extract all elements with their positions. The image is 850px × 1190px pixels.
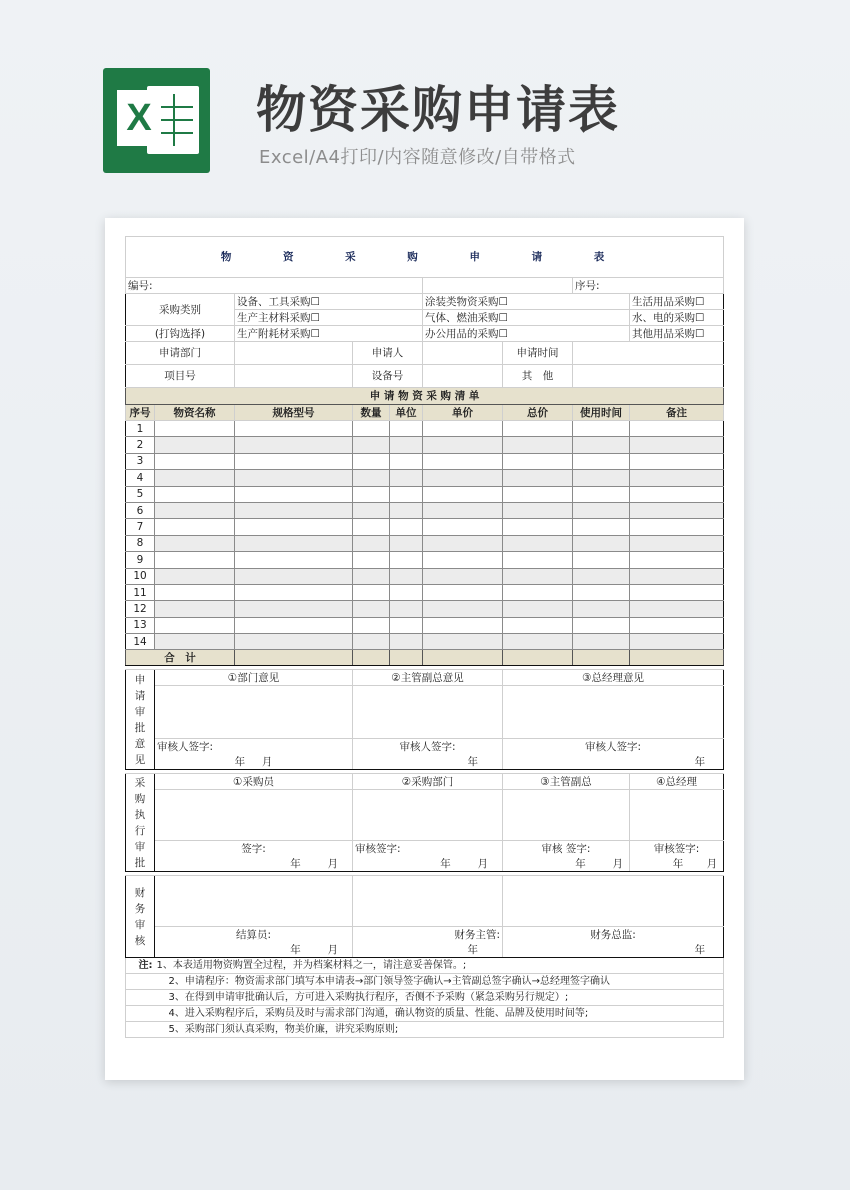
approval-vp-date: 年 (353, 754, 503, 770)
item-cell[interactable] (423, 437, 503, 453)
item-cell[interactable] (353, 584, 390, 600)
col-header: 物资名称 (155, 405, 235, 421)
item-cell[interactable] (235, 470, 353, 486)
table-row (126, 568, 724, 584)
item-cell[interactable] (423, 601, 503, 617)
row-number: 7 (126, 519, 155, 535)
finance-director-box[interactable] (503, 876, 724, 927)
item-cell[interactable] (630, 552, 724, 568)
item-cell[interactable] (630, 421, 724, 437)
approval-gm-header: ③总经理意见 (503, 670, 724, 686)
notes-label: 注: (126, 958, 155, 974)
item-cell[interactable] (503, 453, 573, 469)
dept-label: 申请部门 (126, 342, 235, 365)
item-cell[interactable] (390, 519, 423, 535)
item-cell[interactable] (155, 535, 235, 551)
item-cell[interactable] (353, 634, 390, 650)
item-cell[interactable] (353, 519, 390, 535)
col-header: 规格型号 (235, 405, 353, 421)
list-title: 申 请 物 资 采 购 清 单 (126, 388, 724, 405)
approval-vp-sign: 审核人签字: (353, 739, 503, 755)
equipment-no-label: 设备号 (353, 365, 423, 388)
other-label: 其 他 (503, 365, 573, 388)
execution-section-label: 采购执行审批 (126, 774, 155, 872)
item-cell[interactable] (235, 453, 353, 469)
table-row (126, 486, 724, 502)
item-cell[interactable] (630, 437, 724, 453)
item-cell[interactable] (573, 502, 630, 518)
apply-time-label: 申请时间 (503, 342, 573, 365)
row-number: 11 (126, 584, 155, 600)
approval-dept-box[interactable] (155, 686, 353, 739)
excel-x-label: X (117, 90, 161, 146)
item-cell[interactable] (423, 584, 503, 600)
item-cell[interactable] (503, 584, 573, 600)
item-cell[interactable] (573, 552, 630, 568)
item-cell[interactable] (390, 568, 423, 584)
option-gas-fuel[interactable]: 气体、燃油采购☐ (423, 310, 630, 326)
item-cell[interactable] (423, 552, 503, 568)
item-cell[interactable] (353, 617, 390, 633)
item-cell[interactable] (630, 634, 724, 650)
item-cell[interactable] (353, 486, 390, 502)
item-cell[interactable] (390, 634, 423, 650)
item-cell[interactable] (423, 486, 503, 502)
finance-manager-date: 年 (353, 942, 503, 958)
form-title: 物 资 采 购 申 请 表 (126, 237, 724, 278)
item-cell[interactable] (573, 535, 630, 551)
table-row (126, 502, 724, 518)
item-cell[interactable] (235, 568, 353, 584)
table-row (126, 470, 724, 486)
item-cell[interactable] (573, 486, 630, 502)
item-cell[interactable] (390, 584, 423, 600)
table-row (126, 634, 724, 650)
item-cell[interactable] (573, 437, 630, 453)
note-line: 3、在得到申请审批确认后，方可进入采购执行程序，否侧不予采购（紧急采购另行规定）; (155, 990, 724, 1006)
execution-vp-header: ③主管副总 (503, 774, 630, 790)
row-number: 9 (126, 552, 155, 568)
item-cell[interactable] (235, 502, 353, 518)
item-cell[interactable] (390, 601, 423, 617)
row-number: 8 (126, 535, 155, 551)
project-no-label: 项目号 (126, 365, 235, 388)
page-title: 物资采购申请表 (256, 81, 620, 139)
finance-clerk-date: 年 月 (155, 942, 353, 958)
item-cell[interactable] (155, 552, 235, 568)
item-cell[interactable] (390, 502, 423, 518)
item-cell[interactable] (155, 486, 235, 502)
approval-dept-header: ①部门意见 (155, 670, 353, 686)
item-cell[interactable] (155, 453, 235, 469)
finance-manager-sign: 财务主管: (353, 927, 503, 943)
item-cell[interactable] (630, 502, 724, 518)
item-cell[interactable] (235, 437, 353, 453)
item-cell[interactable] (235, 552, 353, 568)
item-cell[interactable] (353, 601, 390, 617)
dept-field[interactable] (235, 342, 353, 365)
item-cell[interactable] (630, 486, 724, 502)
item-cell[interactable] (630, 584, 724, 600)
item-cell[interactable] (155, 502, 235, 518)
item-cell[interactable] (630, 519, 724, 535)
item-cell[interactable] (235, 486, 353, 502)
item-cell[interactable] (235, 519, 353, 535)
item-cell[interactable] (235, 584, 353, 600)
item-cell[interactable] (155, 568, 235, 584)
table-row (126, 552, 724, 568)
item-cell[interactable] (423, 421, 503, 437)
item-cell[interactable] (155, 470, 235, 486)
item-cell[interactable] (423, 519, 503, 535)
item-cell[interactable] (573, 568, 630, 584)
execution-vp-box[interactable] (503, 790, 630, 841)
execution-gm-box[interactable] (630, 790, 724, 841)
col-header: 单位 (390, 405, 423, 421)
finance-director-sign: 财务总监: (503, 927, 724, 943)
item-cell[interactable] (630, 470, 724, 486)
project-no-field[interactable] (235, 365, 353, 388)
item-cell[interactable] (235, 421, 353, 437)
item-cell[interactable] (155, 584, 235, 600)
item-cell[interactable] (390, 486, 423, 502)
item-cell[interactable] (503, 535, 573, 551)
item-cell[interactable] (353, 535, 390, 551)
item-cell[interactable] (503, 601, 573, 617)
equipment-no-field[interactable] (423, 365, 503, 388)
finance-clerk-sign: 结算员: (155, 927, 353, 943)
execution-buyer-date: 年 月 (155, 856, 353, 872)
applicant-label: 申请人 (353, 342, 423, 365)
execution-gm-sign: 审核签字: (630, 841, 724, 857)
approval-gm-sign: 审核人签字: (503, 739, 724, 755)
table-row (126, 617, 724, 633)
item-cell[interactable] (155, 601, 235, 617)
row-number: 3 (126, 453, 155, 469)
col-header: 使用时间 (573, 405, 630, 421)
approval-dept-date: 年 月 (155, 754, 353, 770)
row-number: 12 (126, 601, 155, 617)
form-paper (105, 218, 744, 1080)
item-cell[interactable] (630, 535, 724, 551)
item-cell[interactable] (630, 617, 724, 633)
execution-buyer-box[interactable] (155, 790, 353, 841)
execution-dept-header: ②采购部门 (353, 774, 503, 790)
serial-label: 序号: (573, 278, 724, 294)
item-rows (126, 421, 724, 650)
item-cell[interactable] (503, 470, 573, 486)
col-header: 序号 (126, 405, 155, 421)
item-cell[interactable] (573, 453, 630, 469)
option-consumables[interactable]: 生产附耗材采购☐ (235, 326, 423, 342)
item-cell[interactable] (390, 453, 423, 469)
item-cell[interactable] (423, 634, 503, 650)
execution-dept-date: 年 月 (353, 856, 503, 872)
col-header: 数量 (353, 405, 390, 421)
item-cell[interactable] (423, 453, 503, 469)
table-row (126, 601, 724, 617)
row-number: 5 (126, 486, 155, 502)
item-cell[interactable] (573, 617, 630, 633)
execution-buyer-sign: 签字: (155, 841, 353, 857)
item-cell[interactable] (630, 453, 724, 469)
item-cell[interactable] (423, 470, 503, 486)
approval-section-label: 申请审批意见 (126, 670, 155, 770)
item-cell[interactable] (573, 519, 630, 535)
item-cell[interactable] (155, 634, 235, 650)
table-row (126, 519, 724, 535)
category-label: 采购类别 (126, 294, 235, 326)
item-cell[interactable] (353, 568, 390, 584)
item-cell[interactable] (235, 617, 353, 633)
item-cell[interactable] (353, 437, 390, 453)
note-line: 4、进入采购程序后，采购员及时与需求部门沟通，确认物资的质量、性能、品牌及使用时间等; (155, 1006, 724, 1022)
execution-vp-sign: 审核 签字: (503, 841, 630, 857)
execution-gm-header: ④总经理 (630, 774, 724, 790)
page-subtitle: Excel/A4打印/内容随意修改/自带格式 (259, 147, 576, 168)
item-cell[interactable] (573, 584, 630, 600)
item-cell[interactable] (503, 519, 573, 535)
execution-dept-box[interactable] (353, 790, 503, 841)
item-cell[interactable] (353, 470, 390, 486)
item-cell[interactable] (353, 453, 390, 469)
approval-dept-sign: 审核人签字: (155, 739, 353, 755)
row-number: 4 (126, 470, 155, 486)
item-cell[interactable] (235, 535, 353, 551)
applicant-field[interactable] (423, 342, 503, 365)
item-cell[interactable] (390, 421, 423, 437)
item-cell[interactable] (573, 470, 630, 486)
row-number: 14 (126, 634, 155, 650)
table-row (126, 437, 724, 453)
item-cell[interactable] (573, 421, 630, 437)
col-header: 总价 (503, 405, 573, 421)
item-cell[interactable] (503, 617, 573, 633)
item-cell[interactable] (155, 421, 235, 437)
item-cell[interactable] (155, 617, 235, 633)
item-cell[interactable] (573, 634, 630, 650)
option-office[interactable]: 办公用品的采购☐ (423, 326, 630, 342)
approval-gm-box[interactable] (503, 686, 724, 739)
item-cell[interactable] (503, 552, 573, 568)
note-line: 5、采购部门须认真采购，物美价廉，讲究采购原则; (155, 1022, 724, 1038)
item-cell[interactable] (390, 470, 423, 486)
item-cell[interactable] (390, 552, 423, 568)
finance-section-label: 财务审核 (126, 876, 155, 958)
row-number: 13 (126, 617, 155, 633)
total-label: 合 计 (126, 650, 235, 666)
note-line: 2、申请程序：物资需求部门填写本申请表→部门领导签字确认→主管副总签字确认→总经理签字确认 (155, 974, 724, 990)
item-cell[interactable] (353, 552, 390, 568)
option-other[interactable]: 其他用品采购☐ (630, 326, 724, 342)
option-living[interactable]: 生活用品采购☐ (630, 294, 724, 310)
item-cell[interactable] (503, 437, 573, 453)
option-equipment[interactable]: 设备、工具采购☐ (235, 294, 423, 310)
item-cell[interactable] (423, 502, 503, 518)
item-cell[interactable] (630, 568, 724, 584)
item-cell[interactable] (353, 502, 390, 518)
item-cell[interactable] (503, 634, 573, 650)
col-header: 单价 (423, 405, 503, 421)
purchase-form (125, 236, 724, 1038)
finance-director-date: 年 (503, 942, 724, 958)
row-number: 10 (126, 568, 155, 584)
item-cell[interactable] (390, 617, 423, 633)
row-number: 1 (126, 421, 155, 437)
col-header: 备注 (630, 405, 724, 421)
item-cell[interactable] (423, 535, 503, 551)
option-coating[interactable]: 涂装类物资采购☐ (423, 294, 630, 310)
item-cell[interactable] (630, 601, 724, 617)
table-row (126, 421, 724, 437)
row-number: 6 (126, 502, 155, 518)
excel-icon (103, 68, 210, 173)
other-field[interactable] (573, 365, 724, 388)
execution-buyer-header: ①采购员 (155, 774, 353, 790)
item-cell[interactable] (423, 568, 503, 584)
item-cell[interactable] (155, 519, 235, 535)
item-cell[interactable] (503, 502, 573, 518)
item-cell[interactable] (503, 421, 573, 437)
approval-gm-date: 年 (503, 754, 724, 770)
item-cell[interactable] (155, 437, 235, 453)
option-main-material[interactable]: 生产主材料采购☐ (235, 310, 423, 326)
table-row (126, 453, 724, 469)
note-line: 1、本表适用物资购置全过程，并为档案材料之一，请注意妥善保管。; (155, 958, 724, 974)
finance-manager-box[interactable] (353, 876, 503, 927)
approval-vp-box[interactable] (353, 686, 503, 739)
approval-vp-header: ②主管副总意见 (353, 670, 503, 686)
option-water-electric[interactable]: 水、电的采购☐ (630, 310, 724, 326)
item-cell[interactable] (390, 437, 423, 453)
item-cell[interactable] (573, 601, 630, 617)
apply-time-field[interactable] (573, 342, 724, 365)
number-label: 编号: (126, 278, 423, 294)
item-cell[interactable] (390, 535, 423, 551)
row-number: 2 (126, 437, 155, 453)
table-row (126, 535, 724, 551)
item-cell[interactable] (423, 617, 503, 633)
item-cell[interactable] (235, 634, 353, 650)
execution-dept-sign: 审核签字: (353, 841, 503, 857)
table-row (126, 584, 724, 600)
finance-clerk-box[interactable] (155, 876, 353, 927)
execution-gm-date: 年 月 (630, 856, 724, 872)
item-cell[interactable] (353, 421, 390, 437)
execution-vp-date: 年 月 (503, 856, 630, 872)
item-cell[interactable] (235, 601, 353, 617)
item-cell[interactable] (503, 486, 573, 502)
item-cell[interactable] (503, 568, 573, 584)
select-hint: (打钩选择) (126, 326, 235, 342)
